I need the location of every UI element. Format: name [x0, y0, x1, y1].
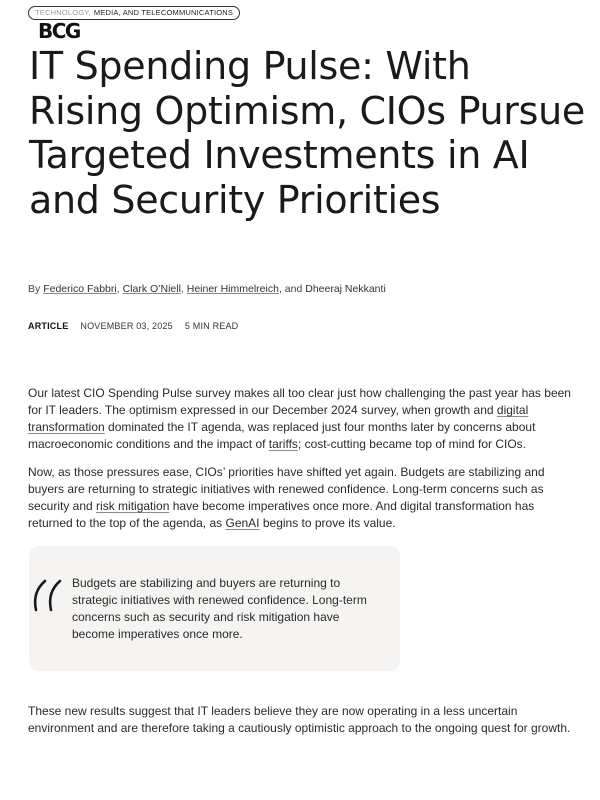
link-risk-mitigation[interactable]: risk mitigation: [96, 499, 170, 513]
author-link-fabbri[interactable]: Federico Fabbri: [43, 283, 117, 295]
link-tariffs[interactable]: tariffs: [268, 437, 298, 451]
quote-mark-icon: [29, 578, 65, 614]
article-meta: [28, 320, 238, 332]
paragraph-text: ; cost-cutting became top of mind for CIOs.: [297, 437, 527, 451]
link-genai[interactable]: GenAI: [225, 516, 260, 530]
paragraph-2: [28, 464, 576, 532]
byline: [28, 282, 386, 296]
byline-and: , and: [278, 283, 303, 295]
link-digital-transformation[interactable]: digital transformation: [28, 403, 529, 434]
topic-tag-rest: MEDIA, AND TELECOMMUNICATIONS: [93, 8, 234, 17]
author-link-oniell[interactable]: Clark O’Niell: [122, 283, 181, 295]
paragraph-1: [28, 385, 576, 453]
bcg-logo[interactable]: BCG: [38, 19, 80, 43]
author-nekkanti: Dheeraj Nekkanti: [305, 283, 386, 295]
author-link-himmelreich[interactable]: Heiner Himmelreich: [186, 283, 279, 295]
paragraph-3: These new results suggest that IT leaders believe they are now operating in a less uncertain environment and are therefore taking a cautiously optimistic approach to the ongoing quest for growth.: [28, 704, 571, 735]
topic-tag-first: TECHNOLOGY,: [35, 8, 91, 17]
byline-separator: ,: [116, 283, 120, 295]
paragraph-text: begins to prove its value.: [259, 516, 396, 530]
paragraph-text: have become imperatives once more. And digital transformation has returned to the top of the agenda, as: [28, 499, 535, 530]
byline-separator: ,: [180, 283, 184, 295]
pull-quote-text: Budgets are stabilizing and buyers are returning to strategic initiatives with renewed confidence. Long-term concerns such as security and risk mitigation have become imperatives once more.: [72, 576, 367, 641]
read-time: 5 MIN READ: [184, 321, 239, 331]
article-type: ARTICLE: [28, 321, 69, 331]
page-title: IT Spending Pulse: With Rising Optimism, CIOs Pursue Targeted Investments in AI and Security Priorities: [29, 44, 585, 222]
byline-prefix: By: [28, 283, 41, 295]
paragraph-text: dominated the IT agenda, was replaced just four months later by concerns about macroeconomic conditions and the impact of: [28, 420, 536, 451]
article-date: NOVEMBER 03, 2025: [80, 321, 173, 331]
paragraph-text: Our latest CIO Spending Pulse survey makes all too clear just how challenging the past year has been for IT leaders. The optimism expressed in our December 2024 survey, when growth and: [28, 386, 571, 417]
topic-tag[interactable]: [28, 6, 240, 20]
paragraph-text: Now, as those pressures ease, CIOs’ priorities have shifted yet again. Budgets are stabilizing and buyers are returning to strategic initiatives with renewed confidence. Long-term concerns such as security and: [28, 465, 545, 513]
